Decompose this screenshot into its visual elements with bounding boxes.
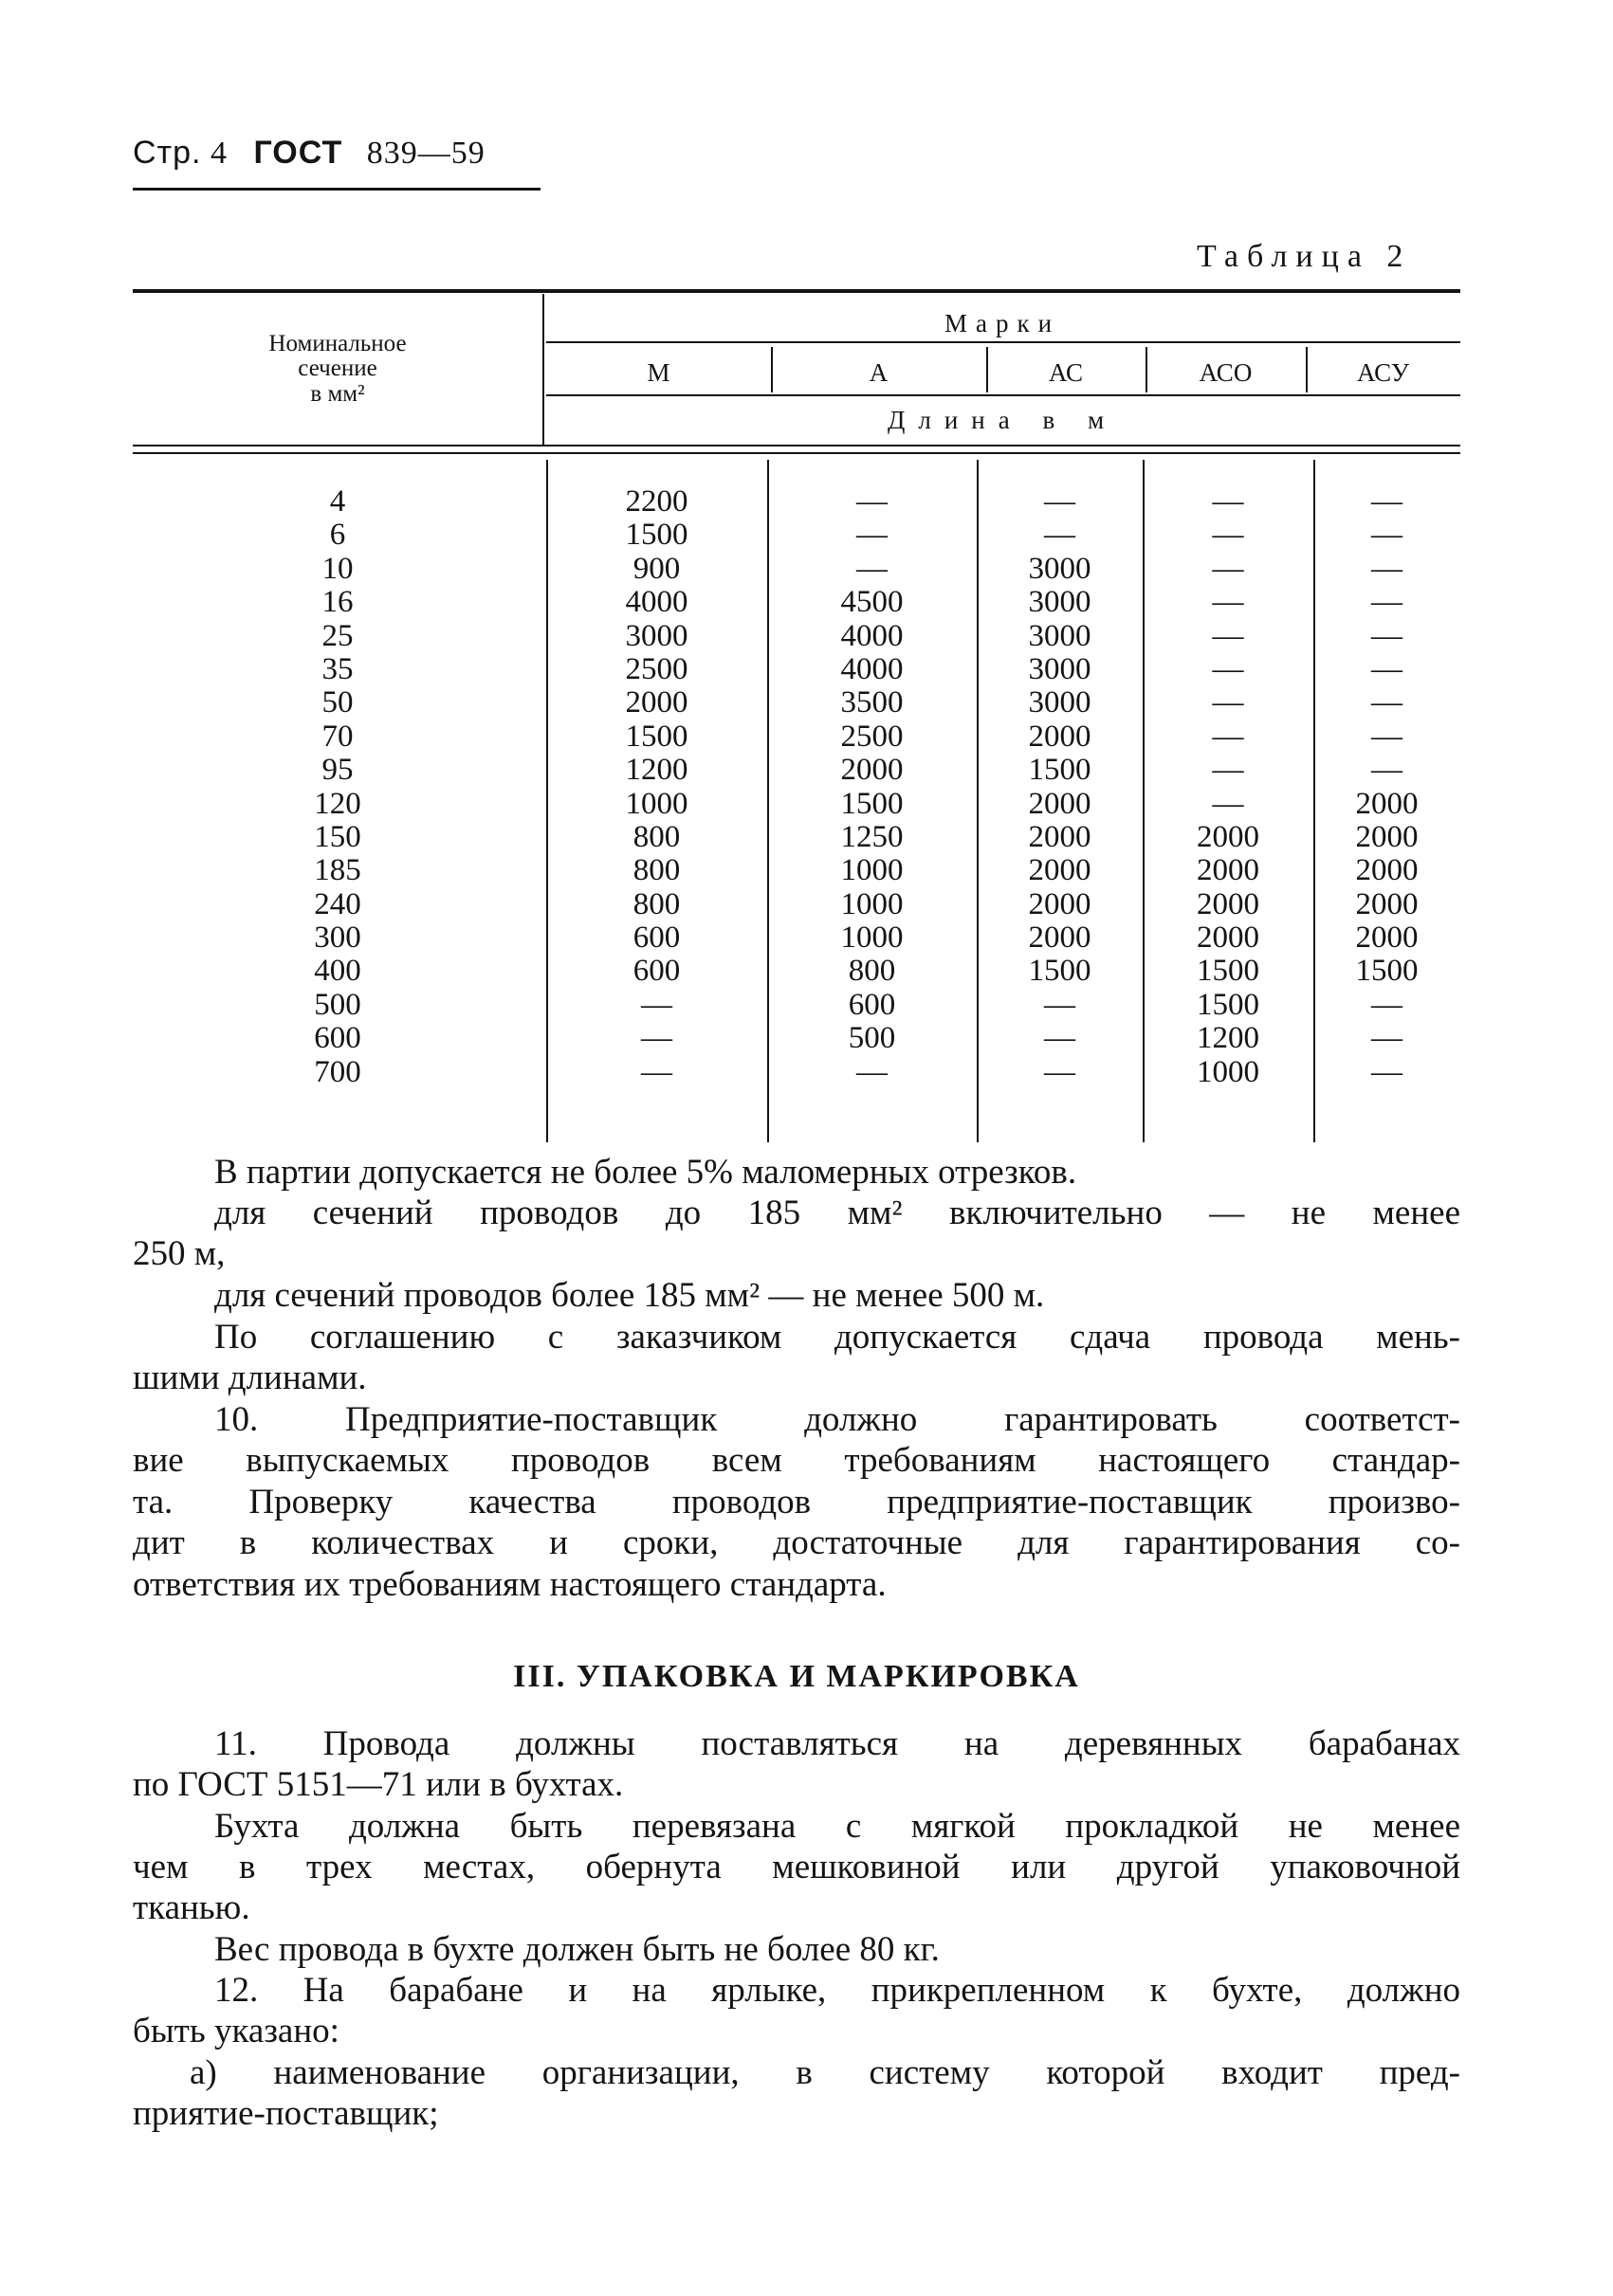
brand-acu: АСУ bbox=[1357, 358, 1409, 387]
length-cell: — bbox=[1212, 585, 1244, 620]
length-cell: 1000 bbox=[840, 886, 904, 921]
length-cell: — bbox=[856, 1054, 888, 1089]
section-value: 185 bbox=[314, 853, 361, 888]
brand-ac: АС bbox=[1048, 358, 1084, 387]
length-cell: — bbox=[1212, 484, 1244, 519]
section-value: 95 bbox=[321, 753, 354, 788]
length-cell: — bbox=[1371, 987, 1402, 1022]
column-ac bbox=[977, 485, 1143, 1089]
header-rule bbox=[133, 188, 541, 191]
section-col-header-line-2: сечение bbox=[298, 355, 377, 382]
length-cell: 2000 bbox=[1355, 786, 1419, 821]
length-cell: — bbox=[1371, 719, 1402, 754]
length-cell: — bbox=[1371, 484, 1402, 519]
length-cell: 1200 bbox=[625, 753, 688, 788]
length-cell: 1500 bbox=[840, 786, 904, 821]
length-cell: — bbox=[1371, 1054, 1402, 1089]
length-cell: — bbox=[641, 987, 672, 1022]
length-cell: 1500 bbox=[1028, 954, 1091, 989]
section-value: 25 bbox=[321, 618, 354, 653]
length-cell: 4000 bbox=[625, 585, 688, 620]
length-title: Длина в м bbox=[887, 406, 1118, 434]
length-cell: 800 bbox=[632, 886, 681, 921]
item-a-line-1: а) наименование организации, в систему которой входит пред- bbox=[190, 2053, 1460, 2092]
length-cell: — bbox=[1044, 1021, 1075, 1056]
length-cell: — bbox=[1371, 518, 1402, 553]
length-cell: 1250 bbox=[840, 819, 904, 854]
length-cell: 3500 bbox=[840, 685, 904, 720]
length-cell: 2000 bbox=[1028, 920, 1091, 956]
length-cell: 2200 bbox=[625, 484, 688, 519]
length-cell: 2000 bbox=[1028, 886, 1091, 921]
length-cell: 3000 bbox=[1028, 585, 1091, 620]
length-cell: 800 bbox=[632, 819, 681, 854]
paragraph-up-to-185-line-2: 250 м, bbox=[133, 1234, 226, 1273]
length-cell: — bbox=[1212, 651, 1244, 686]
section-col-header-line-1: Номинальное bbox=[268, 331, 407, 356]
paragraph-up-to-185-line-1: для сечений проводов до 185 мм² включительно — не менее bbox=[214, 1194, 1460, 1232]
length-cell: — bbox=[1212, 618, 1244, 653]
length-cell: 800 bbox=[632, 853, 681, 888]
length-cell: 600 bbox=[848, 987, 896, 1022]
clause-12-line-2: быть указано: bbox=[133, 2012, 339, 2050]
clause-10-line-4: дит в количествах и сроки, достаточные для гарантирования со- bbox=[133, 1523, 1460, 1562]
coil-paragraph-line-1: Бухта должна быть перевязана с мягкой прокладкой не менее bbox=[214, 1807, 1460, 1846]
length-cell: — bbox=[1212, 685, 1244, 720]
brand-aco: АСО bbox=[1199, 358, 1253, 387]
column-m bbox=[546, 485, 767, 1089]
length-cell: 2000 bbox=[840, 753, 904, 788]
head-bottom-rule-2 bbox=[133, 452, 1460, 454]
length-cell: 2000 bbox=[1028, 719, 1091, 754]
clause-12-line-1: 12. На барабане и на ярлыке, прикрепленном к бухте, должно bbox=[214, 1971, 1460, 2010]
length-cell: 1500 bbox=[1197, 987, 1259, 1022]
length-cell: — bbox=[856, 518, 888, 553]
section-value: 120 bbox=[314, 786, 361, 821]
length-cell: 2000 bbox=[1355, 853, 1419, 888]
length-cell: 2000 bbox=[1355, 819, 1419, 854]
clause-10-line-3: та. Проверку качества проводов предприятие-поставщик произво- bbox=[133, 1483, 1460, 1522]
brands-title: Марки bbox=[944, 309, 1061, 337]
length-cell: 600 bbox=[632, 954, 681, 989]
section-column bbox=[133, 485, 542, 1089]
length-cell: 1500 bbox=[1028, 753, 1091, 788]
length-cell: — bbox=[1371, 753, 1402, 788]
length-cell: — bbox=[856, 551, 888, 586]
length-cell: 1000 bbox=[840, 853, 904, 888]
length-cell: 2000 bbox=[1197, 886, 1259, 921]
length-cell: 500 bbox=[848, 1021, 896, 1056]
page-number: 4 bbox=[210, 136, 228, 171]
length-cell: 1500 bbox=[625, 719, 688, 754]
length-cell: — bbox=[1371, 685, 1402, 720]
length-cell: 2000 bbox=[1197, 853, 1259, 888]
section-value: 6 bbox=[329, 518, 346, 553]
table-top-rule bbox=[133, 289, 1460, 293]
clause-11-line-1: 11. Провода должны поставляться на деревянных барабанах bbox=[214, 1724, 1460, 1763]
paragraph-agreement-line-1: По соглашению с заказчиком допускается сдача провода мень- bbox=[214, 1318, 1460, 1357]
length-cell: 3000 bbox=[1028, 651, 1091, 686]
length-cell: — bbox=[856, 484, 888, 519]
length-cell: 1000 bbox=[1197, 1054, 1259, 1089]
section-value: 700 bbox=[314, 1054, 361, 1089]
section-col-header-line-3: в мм² bbox=[310, 380, 365, 407]
length-cell: — bbox=[1371, 618, 1402, 653]
column-acu bbox=[1313, 485, 1460, 1089]
item-a-line-2: приятие-поставщик; bbox=[133, 2094, 439, 2133]
length-cell: 4500 bbox=[840, 585, 904, 620]
standard-number: 839—59 bbox=[366, 136, 486, 171]
section-title: III. УПАКОВКА И МАРКИРОВКА bbox=[513, 1659, 1080, 1694]
length-cell: — bbox=[1212, 786, 1244, 821]
standard-label: ГОСТ bbox=[253, 135, 343, 171]
length-cell: 3000 bbox=[1028, 551, 1091, 586]
length-cell: — bbox=[1212, 719, 1244, 754]
length-cell: 2000 bbox=[1197, 920, 1259, 956]
length-cell: — bbox=[641, 1054, 672, 1089]
length-cell: — bbox=[1212, 753, 1244, 788]
section-col-header bbox=[133, 332, 542, 407]
length-cell: 600 bbox=[632, 920, 681, 956]
length-cell: 4000 bbox=[840, 651, 904, 686]
section-value: 10 bbox=[321, 551, 354, 586]
length-cell: — bbox=[1371, 551, 1402, 586]
length-cell: 3000 bbox=[1028, 685, 1091, 720]
length-cell: 1000 bbox=[840, 920, 904, 956]
length-cell: — bbox=[1371, 585, 1402, 620]
length-cell: — bbox=[1044, 518, 1075, 553]
section-value: 240 bbox=[314, 886, 361, 921]
section-value: 70 bbox=[321, 719, 354, 754]
length-cell: 2500 bbox=[625, 651, 688, 686]
section-value: 50 bbox=[321, 685, 354, 720]
length-cell: — bbox=[1212, 551, 1244, 586]
length-cell: 2000 bbox=[1355, 886, 1419, 921]
length-cell: 3000 bbox=[625, 618, 688, 653]
paragraph-over-185: для сечений проводов более 185 мм² — не менее 500 м. bbox=[214, 1276, 1045, 1315]
section-value: 150 bbox=[314, 819, 361, 854]
length-cell: 1200 bbox=[1197, 1021, 1259, 1056]
head-bottom-rule-1 bbox=[133, 445, 1460, 446]
length-cell: 2000 bbox=[1355, 920, 1419, 956]
length-cell: — bbox=[1044, 1054, 1075, 1089]
column-a bbox=[767, 485, 977, 1089]
length-cell: 2000 bbox=[1028, 786, 1091, 821]
length-cell: 900 bbox=[632, 551, 681, 586]
section-value: 600 bbox=[314, 1021, 361, 1056]
paragraph-shortlengths: В партии допускается не более 5% маломерных отрезков. bbox=[214, 1153, 1077, 1192]
brands-rule bbox=[546, 341, 1460, 343]
length-cell: 2000 bbox=[1197, 819, 1259, 854]
brand-m: М bbox=[647, 358, 670, 387]
length-cell: 1500 bbox=[1197, 954, 1259, 989]
length-cell: — bbox=[1371, 1021, 1402, 1056]
section-value: 400 bbox=[314, 954, 361, 989]
length-cell: 1500 bbox=[625, 518, 688, 553]
table-caption: Таблица 2 bbox=[1197, 239, 1412, 274]
clause-10-line-1: 10. Предприятие-поставщик должно гарантировать соответст- bbox=[214, 1400, 1460, 1439]
length-cell: — bbox=[1044, 987, 1075, 1022]
paragraph-agreement-line-2: шими длинами. bbox=[133, 1358, 367, 1397]
coil-weight-paragraph: Вес провода в бухте должен быть не более 80 кг. bbox=[214, 1930, 940, 1969]
length-cell: 800 bbox=[848, 954, 896, 989]
length-cell: 2000 bbox=[625, 685, 688, 720]
brand-a: А bbox=[869, 358, 889, 387]
length-cell: 2000 bbox=[1028, 853, 1091, 888]
page-header bbox=[133, 135, 486, 172]
brand-row-rule bbox=[546, 394, 1460, 396]
coil-paragraph-line-3: тканью. bbox=[133, 1888, 250, 1927]
length-cell: 3000 bbox=[1028, 618, 1091, 653]
length-cell: 1500 bbox=[1355, 954, 1419, 989]
clause-11-line-2: по ГОСТ 5151—71 или в бухтах. bbox=[133, 1765, 624, 1804]
section-value: 4 bbox=[329, 484, 346, 519]
section-value: 300 bbox=[314, 920, 361, 956]
length-cell: 2500 bbox=[840, 719, 904, 754]
clause-10-line-2: вие выпускаемых проводов всем требованиям настоящего стандар- bbox=[133, 1441, 1460, 1480]
length-cell: 4000 bbox=[840, 618, 904, 653]
length-cell: 1000 bbox=[625, 786, 688, 821]
section-value: 500 bbox=[314, 987, 361, 1022]
length-cell: — bbox=[1212, 518, 1244, 553]
length-cell: — bbox=[641, 1021, 672, 1056]
length-cell: — bbox=[1044, 484, 1075, 519]
clause-10-line-5: ответствия их требованиям настоящего стандарта. bbox=[133, 1565, 887, 1604]
length-cell: 2000 bbox=[1028, 819, 1091, 854]
length-cell: — bbox=[1371, 651, 1402, 686]
coil-paragraph-line-2: чем в трех местах, обернута мешковиной или другой упаковочной bbox=[133, 1848, 1460, 1886]
column-aco bbox=[1143, 485, 1313, 1089]
section-value: 35 bbox=[321, 651, 354, 686]
section-value: 16 bbox=[321, 585, 354, 620]
page-label: Стр. bbox=[133, 135, 202, 171]
